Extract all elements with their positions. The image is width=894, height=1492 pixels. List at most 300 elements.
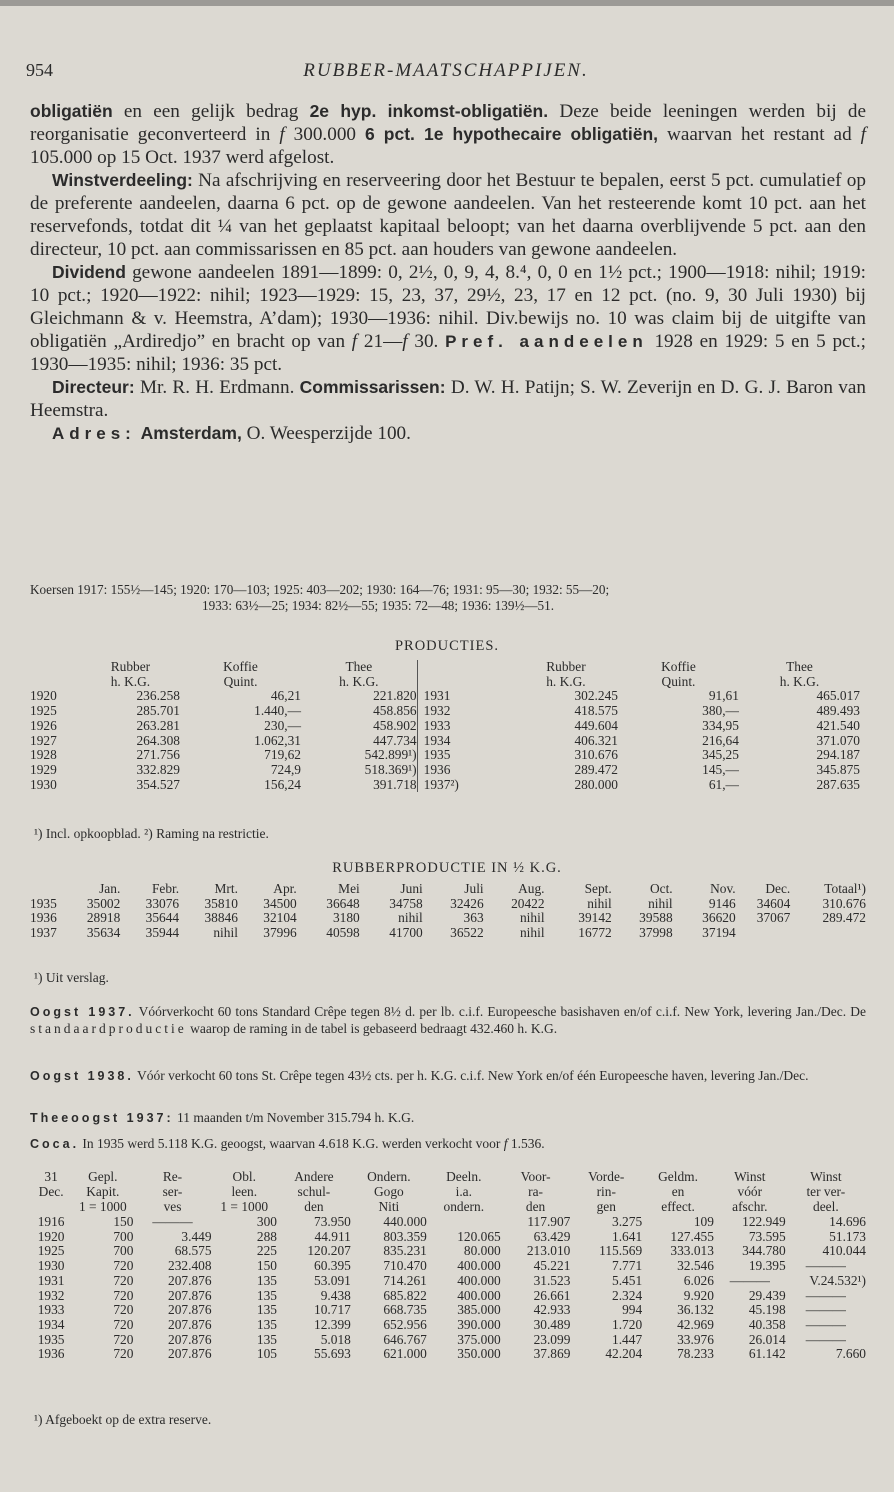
table-cell: 390.000 — [457, 1316, 501, 1332]
table-header: h. K.G. — [339, 673, 379, 689]
bold-text: obligatiën — [30, 101, 113, 121]
table-cell: 1926 — [30, 717, 57, 733]
table-cell: 207.876 — [168, 1346, 212, 1362]
bold-text: Directeur: — [52, 377, 135, 397]
bold-text: Winstverdeeling: — [52, 170, 193, 190]
table-cell: 5.018 — [320, 1331, 351, 1347]
table-header: h. K.G. — [546, 673, 586, 689]
table-row — [30, 1333, 866, 1348]
table-header: Aug. — [518, 881, 545, 896]
note-label: Oogst 1937. — [30, 1005, 135, 1019]
financials-table — [30, 1168, 866, 1362]
table-cell: 40598 — [326, 925, 360, 941]
table-cell: 447.734 — [373, 732, 417, 748]
table-header: h. K.G. — [779, 673, 820, 689]
table-cell: 207.876 — [168, 1287, 212, 1303]
financials-footnote: ¹) Afgeboekt op de extra reserve. — [34, 1412, 212, 1427]
header-line: ondern. — [443, 1199, 485, 1214]
table-cell: 1925 — [30, 703, 57, 719]
table-cell: 41700 — [389, 925, 423, 941]
header-line: gen — [596, 1199, 616, 1214]
table-cell: 345.875 — [816, 761, 860, 777]
table-cell: 685.822 — [383, 1287, 427, 1303]
table-header — [642, 1168, 714, 1215]
table-header: Sept. — [584, 881, 612, 896]
table-cell: 720 — [113, 1272, 134, 1288]
page-number: 954 — [26, 60, 53, 80]
table-cell: 363 — [463, 910, 484, 926]
table-cell: 135 — [256, 1287, 277, 1303]
productions-caption: PRODUCTIES. — [394, 638, 500, 654]
table-cell: 375.000 — [457, 1331, 501, 1347]
table-cell: 73.950 — [314, 1214, 351, 1229]
table-cell: 720 — [113, 1287, 134, 1303]
header-line: Obl. — [232, 1169, 256, 1184]
table-cell: 724,9 — [270, 761, 301, 777]
table-cell: 700 — [113, 1243, 134, 1259]
table-row — [30, 1244, 866, 1259]
table-cell: 310.676 — [574, 747, 618, 763]
text-run: 1928 en 1929: 5 en 5 pct.; 1930—1935: nihil; 1936: 35 pct. — [30, 331, 867, 375]
table-cell: 38846 — [204, 910, 238, 926]
table-cell: 300 — [256, 1214, 277, 1229]
table-cell: 7.771 — [612, 1258, 643, 1274]
table-cell: 333.013 — [670, 1243, 714, 1259]
table-header — [714, 1168, 786, 1215]
table-cell: 207.876 — [168, 1331, 212, 1347]
rubberproductie-caption: RUBBERPRODUCTIE IN ½ K.G. — [332, 860, 562, 876]
table-cell: 1.641 — [612, 1228, 643, 1244]
header-line: deel. — [813, 1199, 839, 1214]
table-cell: 39588 — [639, 910, 673, 926]
table-cell: 345,25 — [702, 747, 739, 763]
table-cell: 45.198 — [748, 1302, 786, 1318]
table-header — [30, 1168, 72, 1215]
table-cell: 285.701 — [136, 703, 181, 719]
table-cell: 1930 — [37, 1258, 65, 1274]
table-cell: nihil — [398, 910, 423, 926]
table-cell: 10.717 — [314, 1302, 351, 1318]
table-cell: 37998 — [639, 925, 673, 941]
italic-text: f — [279, 124, 285, 145]
table-cell: 1932 — [37, 1287, 65, 1303]
table-cell: 332.829 — [136, 761, 181, 777]
table-cell: 1937²) — [417, 778, 514, 793]
bold-text: Dividend — [52, 262, 126, 282]
table-cell: 236.258 — [136, 688, 181, 704]
page-header — [26, 60, 866, 88]
table-cell: 1.062,31 — [254, 732, 301, 748]
table-row — [30, 926, 866, 941]
table-cell: nihil — [648, 895, 673, 911]
table-cell: 61.142 — [748, 1346, 786, 1362]
table-cell: 518.369¹) — [364, 761, 417, 777]
table-cell: 400.000 — [457, 1258, 501, 1274]
table-header — [501, 1168, 571, 1215]
header-line: 1 = 1000 — [78, 1199, 127, 1214]
note-oogst-1937: Oogst 1937. Vóórverkocht 60 tons Standard Crêpe tegen 8½ d. per lb. c.i.f. Europeesche basishaven en/of c.i.f. New York, levering Jan./Dec. De standaardproductie waarop de raming in de tabel is gebaseerd bedraagt 432.460 h. K.G. — [30, 1004, 866, 1036]
table-cell: 35002 — [86, 895, 121, 911]
table-cell — [417, 660, 514, 675]
table-cell: 32.546 — [677, 1258, 714, 1274]
table-cell: 714.261 — [383, 1272, 427, 1288]
table-cell: 391.718 — [373, 776, 417, 792]
table-cell: 400.000 — [457, 1287, 501, 1303]
table-cell: 42.204 — [605, 1346, 643, 1362]
table-cell: 1928 — [30, 747, 57, 763]
table-cell: 400.000 — [457, 1272, 501, 1288]
table-cell: 1933 — [37, 1302, 65, 1318]
table-cell: 1932 — [417, 704, 514, 719]
table-cell: 39142 — [578, 910, 612, 926]
table-cell: 621.000 — [383, 1346, 427, 1362]
table-cell: 46,21 — [270, 688, 301, 704]
table-cell: 23.099 — [533, 1331, 571, 1347]
table-cell: V.24.532¹) — [809, 1272, 866, 1288]
table-cell — [417, 675, 514, 690]
table-cell: 207.876 — [168, 1302, 212, 1318]
note-label: Theeoogst 1937: — [30, 1111, 174, 1125]
table-cell: 334,95 — [702, 717, 739, 733]
table-cell: 385.000 — [457, 1302, 501, 1318]
table-header — [351, 1168, 427, 1215]
table-cell: 418.575 — [574, 703, 618, 719]
table-cell: 35644 — [145, 910, 180, 926]
koersen-line-1: Koersen 1917: 155½—145; 1920: 170—103; 1925: 403—202; 1930: 164—76; 1931: 95—30; 1932: 55—20; — [30, 582, 610, 597]
table-cell: ——— — [152, 1214, 193, 1229]
table-cell: 271.756 — [136, 747, 181, 763]
table-cell — [30, 675, 81, 690]
table-cell: 26.014 — [748, 1331, 786, 1347]
body-text — [30, 100, 866, 445]
table-row — [30, 689, 860, 704]
table-cell: 91,61 — [708, 688, 739, 704]
table-header: Oct. — [649, 881, 673, 896]
table-cell: 5.451 — [612, 1272, 643, 1288]
table-cell: 1929 — [30, 761, 57, 777]
table-cell: 115.569 — [599, 1243, 643, 1259]
table-cell: 117.907 — [527, 1214, 571, 1229]
table-cell: 406.321 — [574, 732, 618, 748]
scan-edge — [0, 0, 894, 6]
table-cell: 310.676 — [822, 895, 866, 911]
table-row — [30, 778, 860, 793]
header-line: ra- — [528, 1184, 543, 1199]
table-cell: 34604 — [756, 895, 791, 911]
table-cell — [736, 926, 791, 941]
header-line: Geldm. — [658, 1169, 698, 1184]
table-cell: 32104 — [263, 910, 297, 926]
table-cell: 458.902 — [373, 717, 417, 733]
table-cell: 280.000 — [574, 776, 618, 792]
table-cell: 9.438 — [320, 1287, 351, 1303]
table-row — [30, 704, 860, 719]
table-cell: 1935 — [37, 1331, 65, 1347]
table-cell: 29.439 — [748, 1287, 786, 1303]
table-cell: 156,24 — [264, 776, 301, 792]
table-cell: 700 — [113, 1228, 134, 1244]
table-cell: 33.976 — [677, 1331, 714, 1347]
note-oogst-1938: Oogst 1938. Vóór verkocht 60 tons St. Crêpe tegen 43½ cts. per h. K.G. c.i.f. New York en/of één Europeesche haven, levering Jan./Dec. — [30, 1068, 809, 1083]
productions-footnote: ¹) Incl. opkoopblad. ²) Raming na restrictie. — [34, 826, 269, 841]
table-header: Quint. — [661, 673, 696, 689]
table-header — [277, 1168, 351, 1215]
paragraph — [30, 261, 866, 376]
header-line: Re- — [162, 1169, 183, 1184]
spaced-label: Adres: — [52, 424, 136, 443]
header-line: Winst — [734, 1169, 766, 1184]
header-line: afschr. — [732, 1199, 768, 1214]
header-line: Voor- — [520, 1169, 551, 1184]
table-cell: 720 — [113, 1258, 134, 1274]
table-cell: ——— — [805, 1331, 846, 1347]
text-run: Deze beide leeningen werden bij de reorganisatie geconverteerd in — [30, 101, 867, 145]
table-row — [30, 734, 860, 749]
table-cell: 37194 — [702, 925, 736, 941]
table-cell: 1916 — [37, 1214, 65, 1229]
table-row — [30, 748, 860, 763]
text-run: D. W. H. Patijn; S. W. Zeverijn en D. G. J. Baron van Heemstra. — [30, 377, 866, 421]
table-header — [212, 1168, 277, 1215]
table-cell: 216,64 — [702, 732, 739, 748]
running-title: RUBBER-MAATSCHAPPIJEN. — [303, 60, 589, 81]
header-line: Ondern. — [367, 1169, 411, 1184]
table-cell: 1934 — [37, 1316, 65, 1332]
header-line: rin- — [596, 1184, 616, 1199]
table-cell: 40.358 — [748, 1316, 786, 1332]
table-cell: 34758 — [389, 895, 423, 911]
header-line: Kapit. — [86, 1184, 120, 1199]
note-theeoogst: Theeoogst 1937: 11 maanden t/m November 315.794 h. K.G. — [30, 1110, 415, 1125]
bold-text: 6 pct. 1e hypothecaire obligatiën, — [365, 124, 658, 144]
table-cell: 42.933 — [533, 1302, 571, 1318]
table-cell: 1927 — [30, 732, 57, 748]
text-run: gewone aandeelen 1891—1899: 0, 2½, 0, 9, 4, 8.⁴, 0, 0 en 1½ pct.; 1900—1918: nihil; 1919: 10 pct.; 1920—1922: nihil; 1923—1929: 15, 23, 37, 29½, 23, 17 en 12 pct. (no. 9, 30 Juli 1930) bij Gleichmann & v. Heemstra, A’dam); 1930—1936: nihil. Div.bewijs no. 10 was claim bij de uitgifte van obligatiën „Ardiredjo” en bracht op van — [30, 262, 866, 352]
header-line: Dec. — [38, 1184, 64, 1199]
table-header: Koffie — [223, 659, 258, 674]
table-cell: 1930 — [30, 776, 57, 792]
spaced-label: Pref. aandeelen — [445, 332, 648, 351]
header-line: effect. — [661, 1199, 695, 1214]
table-cell: 264.308 — [136, 732, 181, 748]
note-label: Coca. — [30, 1137, 80, 1151]
table-cell: 135 — [256, 1316, 277, 1332]
paragraph — [30, 169, 866, 261]
header-line: en — [671, 1184, 685, 1199]
koersen — [30, 582, 866, 614]
table-cell: 1931 — [417, 689, 514, 704]
header-line: den — [525, 1199, 546, 1214]
table-cell: 109 — [693, 1214, 714, 1229]
table-cell: 289.472 — [574, 761, 618, 777]
table-header: Apr. — [273, 881, 297, 896]
header-line: ves — [163, 1199, 182, 1214]
paragraph — [30, 376, 866, 422]
table-cell: 1920 — [37, 1228, 65, 1244]
table-cell: 120.207 — [307, 1243, 351, 1259]
header-line: ter ver- — [806, 1184, 846, 1199]
table-cell: 68.575 — [174, 1243, 212, 1259]
table-cell — [790, 926, 866, 941]
table-cell: 410.044 — [822, 1243, 866, 1259]
table-cell: 489.493 — [816, 703, 860, 719]
table-header: Koffie — [661, 659, 696, 674]
table-cell: 33076 — [145, 895, 180, 911]
table-cell: 73.595 — [748, 1228, 786, 1244]
table-cell: 230,— — [264, 717, 301, 733]
table-cell: 668.735 — [383, 1302, 427, 1318]
table-cell: 1.447 — [612, 1331, 643, 1347]
productions-table — [30, 660, 860, 792]
table-cell: 207.876 — [168, 1272, 212, 1288]
table-cell: 835.231 — [383, 1243, 427, 1259]
table-cell: 105 — [256, 1346, 277, 1362]
table-cell: 1925 — [37, 1243, 65, 1259]
table-cell: 55.693 — [314, 1346, 351, 1362]
text-run: 300.000 — [284, 124, 366, 145]
table-row — [30, 1215, 866, 1230]
table-cell: 1936 — [30, 910, 57, 926]
rubberproductie-table — [30, 882, 866, 941]
note-coca: Coca. In 1935 werd 5.118 K.G. geoogst, waarvan 4.618 K.G. werden verkocht voor f 1.536. — [30, 1136, 545, 1151]
table-cell: 122.949 — [742, 1214, 786, 1229]
table-cell: 36648 — [326, 895, 360, 911]
table-row — [30, 911, 866, 926]
table-cell: 35810 — [204, 895, 238, 911]
table-header — [72, 1168, 133, 1215]
table-header: Thee — [786, 659, 813, 674]
italic-text: f — [402, 331, 408, 352]
table-cell: 7.660 — [835, 1346, 866, 1362]
table-cell: 288 — [256, 1228, 277, 1244]
table-cell: 440.000 — [383, 1214, 427, 1229]
table-header: Mrt. — [214, 881, 238, 896]
table-row — [30, 1259, 866, 1274]
table-cell: 42.969 — [677, 1316, 714, 1332]
table-cell: 458.856 — [373, 703, 417, 719]
table-cell: 213.010 — [526, 1243, 571, 1259]
table-header: Thee — [345, 659, 373, 674]
table-header: Febr. — [151, 881, 180, 896]
table-row — [30, 1230, 866, 1245]
table-cell: 720 — [113, 1316, 134, 1332]
text-run: 30. — [407, 331, 446, 352]
table-row — [30, 1347, 866, 1362]
table-header: Juli — [464, 881, 484, 896]
paragraph — [30, 422, 866, 445]
bold-text: Amsterdam, — [140, 423, 242, 443]
table-cell: 36.132 — [677, 1302, 714, 1318]
table-cell: 719,62 — [264, 747, 301, 763]
table-cell — [30, 882, 64, 897]
table-cell: 1933 — [417, 719, 514, 734]
table-cell: 150 — [113, 1214, 134, 1229]
table-header: Quint. — [223, 673, 258, 689]
table-header — [570, 1168, 642, 1215]
table-cell: 51.173 — [829, 1228, 866, 1244]
paragraph — [30, 100, 866, 169]
table-cell: 9.920 — [683, 1287, 714, 1303]
table-cell: ——— — [805, 1287, 846, 1303]
text-run: 21— — [357, 331, 403, 352]
table-cell: 34500 — [263, 895, 297, 911]
table-row — [30, 1289, 866, 1304]
text-run: 105.000 op 15 Oct. 1937 werd afgelost. — [30, 147, 335, 168]
header-line: vóór — [737, 1184, 763, 1199]
table-cell: 3180 — [332, 910, 360, 926]
header-line: 31 — [44, 1169, 58, 1184]
table-cell: 60.395 — [314, 1258, 351, 1274]
table-cell: 63.429 — [533, 1228, 571, 1244]
table-cell: 1935 — [30, 895, 57, 911]
table-cell: 720 — [113, 1331, 134, 1347]
table-cell — [30, 660, 81, 675]
rubberproductie-footnote: ¹) Uit verslag. — [34, 970, 109, 985]
table-header — [786, 1168, 866, 1215]
table-cell: 78.233 — [677, 1346, 714, 1362]
table-cell: 1935 — [417, 748, 514, 763]
table-cell: 1931 — [37, 1272, 65, 1288]
table-cell: 294.187 — [816, 747, 860, 763]
header-line: Andere — [294, 1169, 334, 1184]
table-cell: 542.899¹) — [364, 747, 417, 763]
table-cell: nihil — [213, 925, 238, 941]
text-run: Na afschrijving en reserveering door het Bestuur te bepalen, eerst 5 pct. cumulatief op de preferente aandeelen, daarna 6 pct. op de gewone aandeelen. Van het resteerende komt 10 pct. aan het reservefonds, totdat dit ¼ van het geplaatst kapitaal beloopt; van het daarna overblijvende 5 pct. aan den directeur, 10 pct. aan commissarissen en 85 pct. aan houders van gewone aandeelen. — [30, 170, 866, 260]
table-cell: 803.359 — [383, 1228, 427, 1244]
header-line: den — [304, 1199, 324, 1214]
table-header — [133, 1168, 211, 1215]
table-cell: 652.956 — [383, 1316, 427, 1332]
table-cell: 135 — [256, 1272, 277, 1288]
table-cell: 994 — [622, 1302, 643, 1318]
table-cell: 80.000 — [463, 1243, 501, 1259]
table-cell: 465.017 — [816, 688, 860, 704]
table-cell: 1937 — [30, 925, 57, 941]
header-line: leen. — [231, 1184, 258, 1199]
note-label: Oogst 1938. — [30, 1069, 134, 1083]
table-cell: 421.540 — [816, 717, 860, 733]
table-row — [30, 1303, 866, 1318]
table-cell: 135 — [256, 1331, 277, 1347]
table-cell: 2.324 — [612, 1287, 643, 1303]
table-cell: 31.523 — [533, 1272, 571, 1288]
table-cell: 3.275 — [612, 1214, 643, 1229]
italic-text: f — [351, 331, 358, 352]
bold-text: Commissarissen: — [299, 377, 446, 397]
table-cell: 9146 — [708, 895, 736, 911]
table-cell: 14.696 — [829, 1214, 866, 1229]
table-cell: 207.876 — [168, 1316, 212, 1332]
table-cell: nihil — [519, 910, 545, 926]
table-cell: 720 — [113, 1346, 134, 1362]
table-cell: ——— — [805, 1302, 846, 1318]
table-cell: 354.527 — [136, 776, 181, 792]
table-header: Rubber — [546, 659, 586, 674]
table-row — [30, 1318, 866, 1333]
table-row — [30, 1274, 866, 1289]
table-header-row — [30, 882, 866, 897]
table-cell: 32426 — [450, 895, 484, 911]
table-cell: nihil — [587, 895, 612, 911]
text-run: waarvan het restant ad — [658, 124, 861, 145]
table-cell: 263.281 — [136, 717, 181, 733]
table-cell: 371.070 — [816, 732, 860, 748]
header-line: Gepl. — [88, 1169, 118, 1184]
table-cell: 135 — [256, 1302, 277, 1318]
header-line: Vorde- — [588, 1169, 625, 1184]
table-cell: 1.440,— — [254, 703, 301, 719]
table-cell — [427, 1215, 501, 1230]
